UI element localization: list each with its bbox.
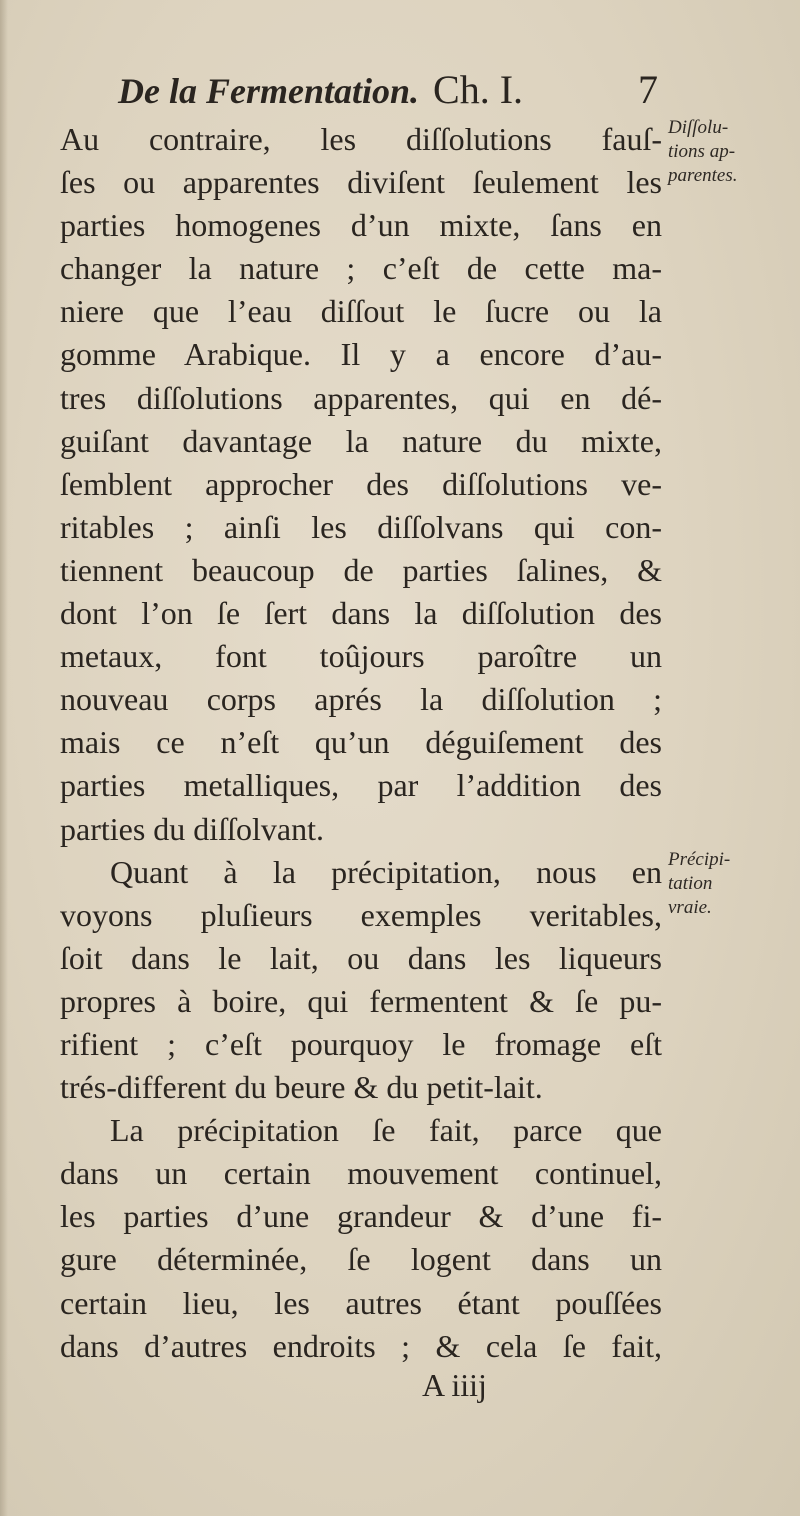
text-line: parties metalliques, par l’addition des: [60, 767, 662, 804]
text-line: propres à boire, qui fermentent & ſe pu-: [60, 982, 662, 1019]
text-line: guiſant davantage la nature du mixte,: [60, 422, 662, 459]
text-line: ſoit dans le lait, ou dans les liqueurs: [60, 939, 662, 976]
page-number: 7: [638, 67, 658, 112]
text-line: dont l’on ſe ſert dans la diſſolution des: [60, 595, 662, 632]
running-head-title: De la Fermentation.: [118, 71, 420, 111]
running-head-chapter: Ch. I.: [433, 67, 524, 112]
text-line: La précipitation ſe fait, parce que: [110, 1112, 662, 1149]
text-line: ritables ; ainſi les diſſolvans qui con-: [60, 508, 662, 545]
text-line: changer la nature ; c’eſt de cette ma-: [60, 250, 662, 287]
text-line: certain lieu, les autres étant pouſſées: [60, 1284, 662, 1321]
text-line: metaux, font toûjours paroître un: [60, 638, 662, 675]
text-line: tres diſſolutions apparentes, qui en dé-: [60, 379, 662, 416]
text-line: dans d’autres endroits ; & cela ſe fait,: [60, 1327, 662, 1364]
margin-note-line: tation: [668, 873, 713, 894]
text-line: gure déterminée, ſe logent dans un: [60, 1241, 662, 1278]
text-line: niere que l’eau diſſout le ſucre ou la: [60, 293, 662, 330]
text-line: parties du diſſolvant.: [60, 810, 324, 847]
margin-note-true-precipitation: [668, 848, 796, 920]
text-line: nouveau corps aprés la diſſolution ;: [60, 681, 662, 718]
margin-note-line: tions ap-: [668, 141, 736, 162]
text-line: les parties d’une grandeur & d’une fi-: [60, 1198, 662, 1235]
margin-note-false-dissolutions: [668, 116, 796, 188]
text-line: mais ce n’eſt qu’un déguiſement des: [60, 724, 662, 761]
margin-note-line: Précipi-: [668, 849, 731, 870]
running-head: [118, 66, 658, 118]
text-line: voyons pluſieurs exemples veritables,: [60, 896, 662, 933]
text-line: Au contraire, les diſſolutions fauſ-: [60, 121, 662, 157]
text-line: Quant à la précipitation, nous en: [110, 853, 662, 890]
text-line: tiennent beaucoup de parties ſalines, &: [60, 551, 662, 588]
margin-note-line: parentes.: [668, 165, 738, 186]
text-line: ſemblent approcher des diſſolutions ve-: [60, 465, 662, 502]
text-line: dans un certain mouvement continuel,: [60, 1155, 662, 1192]
page-gutter-shadow: [0, 0, 8, 1516]
text-line: gomme Arabique. Il y a encore d’au-: [60, 336, 662, 373]
margin-note-line: Diſſolu-: [668, 117, 729, 138]
text-line: rifient ; c’eſt pourquoy le fromage eſt: [60, 1025, 662, 1062]
margin-note-line: vraie.: [668, 897, 712, 918]
text-line: parties homogenes d’un mixte, ſans en: [60, 207, 662, 244]
body-text: [60, 118, 662, 1368]
text-line: trés-different du beure & du petit-lait.: [60, 1069, 543, 1106]
text-line: ſes ou apparentes diviſent ſeulement les: [60, 164, 662, 201]
signature-mark: A iiij: [422, 1367, 487, 1403]
